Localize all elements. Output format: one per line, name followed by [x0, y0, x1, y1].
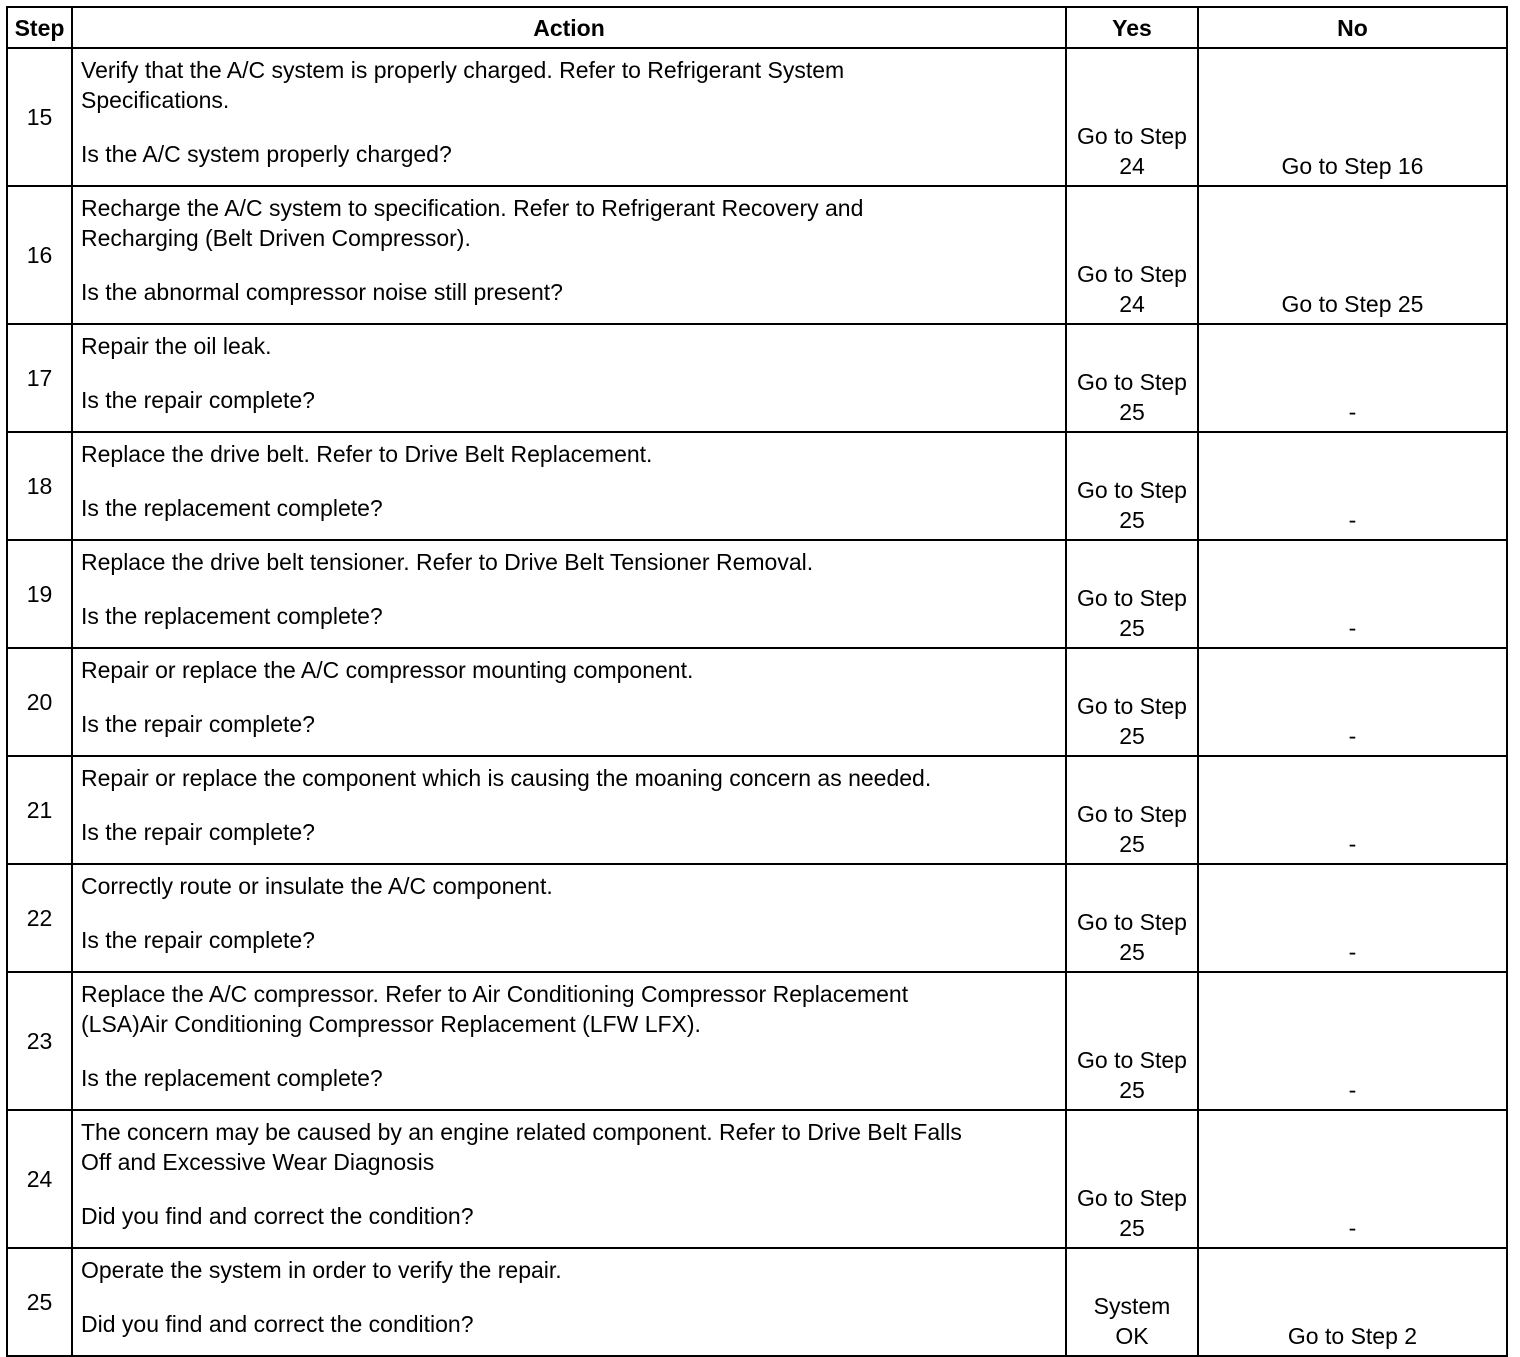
action-text: Specifications.	[81, 87, 230, 113]
no-cell: -	[1198, 648, 1507, 756]
no-cell: -	[1198, 972, 1507, 1110]
action-cell	[72, 1110, 1066, 1248]
yes-cell	[1066, 432, 1198, 540]
yes-cell	[1066, 756, 1198, 864]
no-cell: Go to Step 2	[1198, 1248, 1507, 1356]
action-question: Is the repair complete?	[81, 387, 315, 413]
action-question: Is the replacement complete?	[81, 1065, 383, 1091]
no-cell: -	[1198, 540, 1507, 648]
table-row	[7, 540, 1507, 648]
step-number: 18	[7, 432, 72, 540]
yes-text: Go to Step	[1077, 909, 1187, 935]
action-question: Is the repair complete?	[81, 927, 315, 953]
yes-text: Go to Step	[1077, 585, 1187, 611]
table-row	[7, 864, 1507, 972]
no-cell: -	[1198, 1110, 1507, 1248]
step-number: 25	[7, 1248, 72, 1356]
action-text: Repair or replace the component which is causing the moaning concern as needed.	[81, 765, 932, 791]
yes-cell	[1066, 1110, 1198, 1248]
yes-text: 25	[1119, 507, 1145, 533]
action-cell	[72, 1248, 1066, 1356]
yes-text: 25	[1119, 723, 1145, 749]
diagnostic-table	[6, 6, 1508, 1357]
action-cell	[72, 432, 1066, 540]
action-text: Replace the drive belt tensioner. Refer to Drive Belt Tensioner Removal.	[81, 549, 814, 575]
yes-text: Go to Step	[1077, 1047, 1187, 1073]
step-number: 21	[7, 756, 72, 864]
yes-cell	[1066, 324, 1198, 432]
yes-text: OK	[1115, 1323, 1149, 1349]
yes-cell	[1066, 864, 1198, 972]
yes-cell	[1066, 540, 1198, 648]
action-cell	[72, 48, 1066, 186]
action-text: Replace the drive belt. Refer to Drive Belt Replacement.	[81, 441, 653, 467]
action-question: Is the replacement complete?	[81, 495, 383, 521]
table-row	[7, 48, 1507, 186]
yes-text: Go to Step	[1077, 693, 1187, 719]
header-no: No	[1198, 7, 1507, 48]
action-question: Is the replacement complete?	[81, 603, 383, 629]
no-cell: Go to Step 16	[1198, 48, 1507, 186]
yes-cell	[1066, 972, 1198, 1110]
step-number: 20	[7, 648, 72, 756]
yes-text: 25	[1119, 831, 1145, 857]
yes-text: 25	[1119, 1077, 1145, 1103]
action-text: Correctly route or insulate the A/C component.	[81, 873, 553, 899]
step-number: 23	[7, 972, 72, 1110]
header-yes: Yes	[1066, 7, 1198, 48]
header-row	[7, 7, 1507, 48]
yes-cell	[1066, 48, 1198, 186]
no-cell: -	[1198, 864, 1507, 972]
action-text: Recharging (Belt Driven Compressor).	[81, 225, 471, 251]
yes-text: Go to Step	[1077, 369, 1187, 395]
action-cell	[72, 186, 1066, 324]
action-question: Did you find and correct the condition?	[81, 1203, 474, 1229]
action-text: The concern may be caused by an engine related component. Refer to Drive Belt Falls	[81, 1119, 962, 1145]
yes-text: Go to Step	[1077, 1185, 1187, 1211]
action-cell	[72, 324, 1066, 432]
table-row	[7, 1248, 1507, 1356]
action-text: Verify that the A/C system is properly charged. Refer to Refrigerant System	[81, 57, 845, 83]
action-text: Repair or replace the A/C compressor mounting component.	[81, 657, 694, 683]
yes-text: Go to Step	[1077, 801, 1187, 827]
action-text: (LSA)Air Conditioning Compressor Replacement (LFW LFX).	[81, 1011, 701, 1037]
table-row	[7, 1110, 1507, 1248]
step-number: 17	[7, 324, 72, 432]
step-number: 22	[7, 864, 72, 972]
header-action: Action	[72, 7, 1066, 48]
yes-cell	[1066, 186, 1198, 324]
action-cell	[72, 648, 1066, 756]
action-text: Recharge the A/C system to specification. Refer to Refrigerant Recovery and	[81, 195, 864, 221]
step-number: 19	[7, 540, 72, 648]
action-cell	[72, 540, 1066, 648]
yes-cell	[1066, 1248, 1198, 1356]
yes-text: 25	[1119, 1215, 1145, 1241]
action-cell	[72, 756, 1066, 864]
table-row	[7, 648, 1507, 756]
action-text: Operate the system in order to verify the repair.	[81, 1257, 562, 1283]
action-cell	[72, 864, 1066, 972]
yes-text: 25	[1119, 615, 1145, 641]
step-number: 16	[7, 186, 72, 324]
table-row	[7, 972, 1507, 1110]
action-text: Repair the oil leak.	[81, 333, 272, 359]
yes-text: Go to Step	[1077, 261, 1187, 287]
yes-text: Go to Step	[1077, 477, 1187, 503]
no-cell: -	[1198, 756, 1507, 864]
table-row	[7, 186, 1507, 324]
yes-text: Go to Step	[1077, 123, 1187, 149]
action-text: Off and Excessive Wear Diagnosis	[81, 1149, 435, 1175]
yes-text: 25	[1119, 939, 1145, 965]
header-step: Step	[7, 7, 72, 48]
action-question: Is the repair complete?	[81, 711, 315, 737]
action-cell	[72, 972, 1066, 1110]
yes-cell	[1066, 648, 1198, 756]
table-row	[7, 432, 1507, 540]
action-text: Replace the A/C compressor. Refer to Air Conditioning Compressor Replacement	[81, 981, 909, 1007]
action-question: Is the repair complete?	[81, 819, 315, 845]
action-question: Did you find and correct the condition?	[81, 1311, 474, 1337]
step-number: 15	[7, 48, 72, 186]
step-number: 24	[7, 1110, 72, 1248]
action-question: Is the A/C system properly charged?	[81, 141, 452, 167]
yes-text: 25	[1119, 399, 1145, 425]
action-question: Is the abnormal compressor noise still present?	[81, 279, 563, 305]
yes-text: System	[1093, 1293, 1171, 1319]
no-cell: -	[1198, 432, 1507, 540]
yes-text: 24	[1119, 153, 1145, 179]
table-row	[7, 324, 1507, 432]
yes-text: 24	[1119, 291, 1145, 317]
table-row	[7, 756, 1507, 864]
no-cell: -	[1198, 324, 1507, 432]
no-cell: Go to Step 25	[1198, 186, 1507, 324]
